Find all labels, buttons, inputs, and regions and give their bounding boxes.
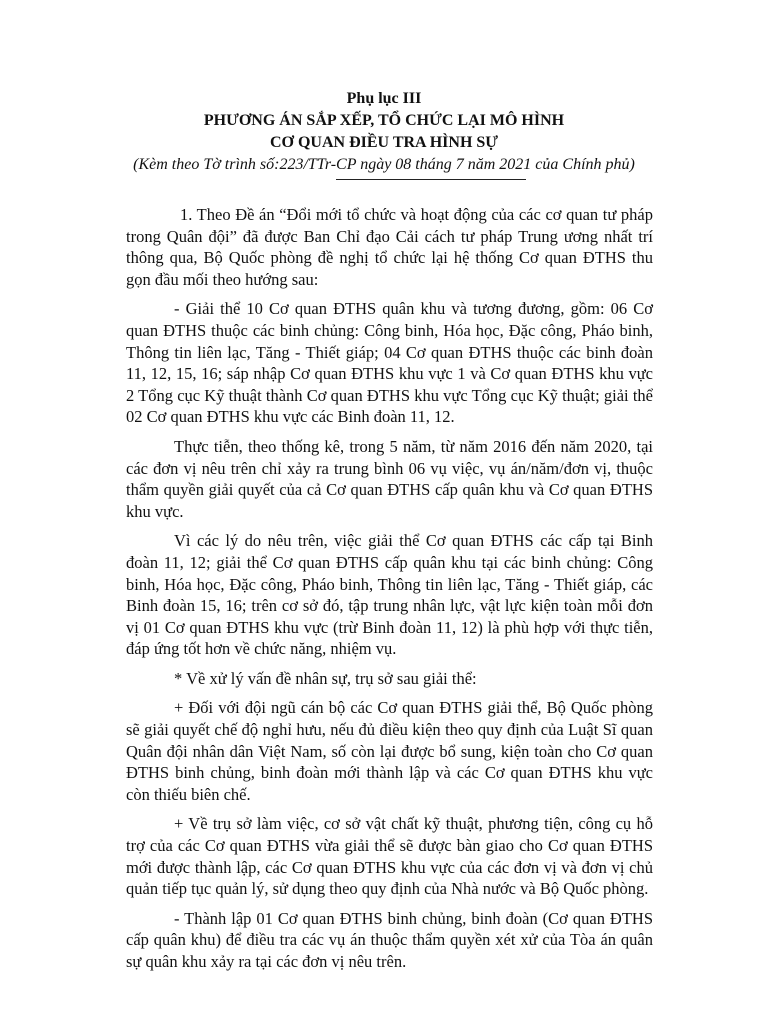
paragraph-4: Vì các lý do nêu trên, việc giải thể Cơ quan ĐTHS các cấp tại Binh đoàn 11, 12; giải thể Cơ quan ĐTHS cấp quân khu tại các binh chủng: Công binh, Hóa học, Đặc công, Pháo binh, Thông tin liên lạc, Tăng - Thiết giáp, các Binh đoàn 15, 16; trên cơ sở đó, tập trung nhân lực, vật lực kiện toàn mỗi đơn vị 01 Cơ quan ĐTHS khu vực (trừ Binh đoàn 11, 12) là phù hợp với thực tiễn, đáp ứng tốt hơn về chức năng, nhiệm vụ.	[126, 531, 653, 659]
paragraph-1: 1. Theo Đề án “Đổi mới tổ chức và hoạt động của các cơ quan tư pháp trong Quân đội” đã được Ban Chỉ đạo Cải cách tư pháp Trung ương nhất trí thông qua, Bộ Quốc phòng đề nghị tổ chức lại hệ thống Cơ quan ĐTHS thu gọn đầu mối theo hướng sau:	[126, 205, 653, 289]
document-header	[0, 88, 768, 176]
paragraph-6: + Đối với đội ngũ cán bộ các Cơ quan ĐTHS giải thể, Bộ Quốc phòng sẽ giải quyết chế độ nghỉ hưu, nếu đủ điều kiện theo quy định của Luật Sĩ quan Quân đội nhân dân Việt Nam, số còn lại được bổ sung, kiện toàn cho Cơ quan ĐTHS binh chủng, binh đoàn mới thành lập và các Cơ quan ĐTHS khu vực còn thiếu biên chế.	[126, 698, 653, 804]
paragraph-8: - Thành lập 01 Cơ quan ĐTHS binh chủng, binh đoàn (Cơ quan ĐTHS cấp quân khu) để điều tra các vụ án thuộc thẩm quyền xét xử của Tòa án quân sự quân khu xảy ra tại các đơn vị nêu trên.	[126, 908, 653, 971]
paragraph-7: + Về trụ sở làm việc, cơ sở vật chất kỹ thuật, phương tiện, công cụ hỗ trợ của các Cơ quan ĐTHS vừa giải thể sẽ được bàn giao cho Cơ quan ĐTHS mới được thành lập, các Cơ quan ĐTHS khu vực của các đơn vị và đơn vị chủ quản tiếp tục quản lý, sử dụng theo quy định của Nhà nước và Bộ Quốc phòng.	[126, 814, 653, 899]
document-subtitle: (Kèm theo Tờ trình số:223/TTr-CP ngày 08 tháng 7 năm 2021 của Chính phủ)	[133, 156, 635, 173]
document-title-line-2: CƠ QUAN ĐIỀU TRA HÌNH SỰ	[269, 134, 499, 151]
paragraph-3: Thực tiễn, theo thống kê, trong 5 năm, từ năm 2016 đến năm 2020, tại các đơn vị nêu trên chỉ xảy ra trung bình 06 vụ việc, vụ án/năm/đơn vị, thuộc thẩm quyền giải quyết của cả Cơ quan ĐTHS cấp quân khu và Cơ quan ĐTHS khu vực.	[126, 436, 653, 521]
appendix-heading: Phụ lục III	[346, 90, 422, 107]
document-body	[126, 204, 653, 981]
paragraph-2: - Giải thể 10 Cơ quan ĐTHS quân khu và tương đương, gồm: 06 Cơ quan ĐTHS thuộc các binh chủng: Công binh, Hóa học, Đặc công, Pháo binh, Thông tin liên lạc, Tăng - Thiết giáp; 04 Cơ quan ĐTHS thuộc các binh đoàn 11, 12, 15, 16; sáp nhập Cơ quan ĐTHS khu vực 1 và Cơ quan ĐTHS khu vực 2 Tổng cục Kỹ thuật thành Cơ quan ĐTHS khu vực Tổng cục Kỹ thuật; giải thể 02 Cơ quan ĐTHS khu vực các Binh đoàn 11, 12.	[126, 299, 653, 427]
paragraph-5: * Về xử lý vấn đề nhân sự, trụ sở sau giải thể:	[174, 668, 477, 688]
subtitle-underline	[336, 179, 526, 180]
document-title-line-1: PHƯƠNG ÁN SẮP XẾP, TỔ CHỨC LẠI MÔ HÌNH	[203, 112, 565, 129]
